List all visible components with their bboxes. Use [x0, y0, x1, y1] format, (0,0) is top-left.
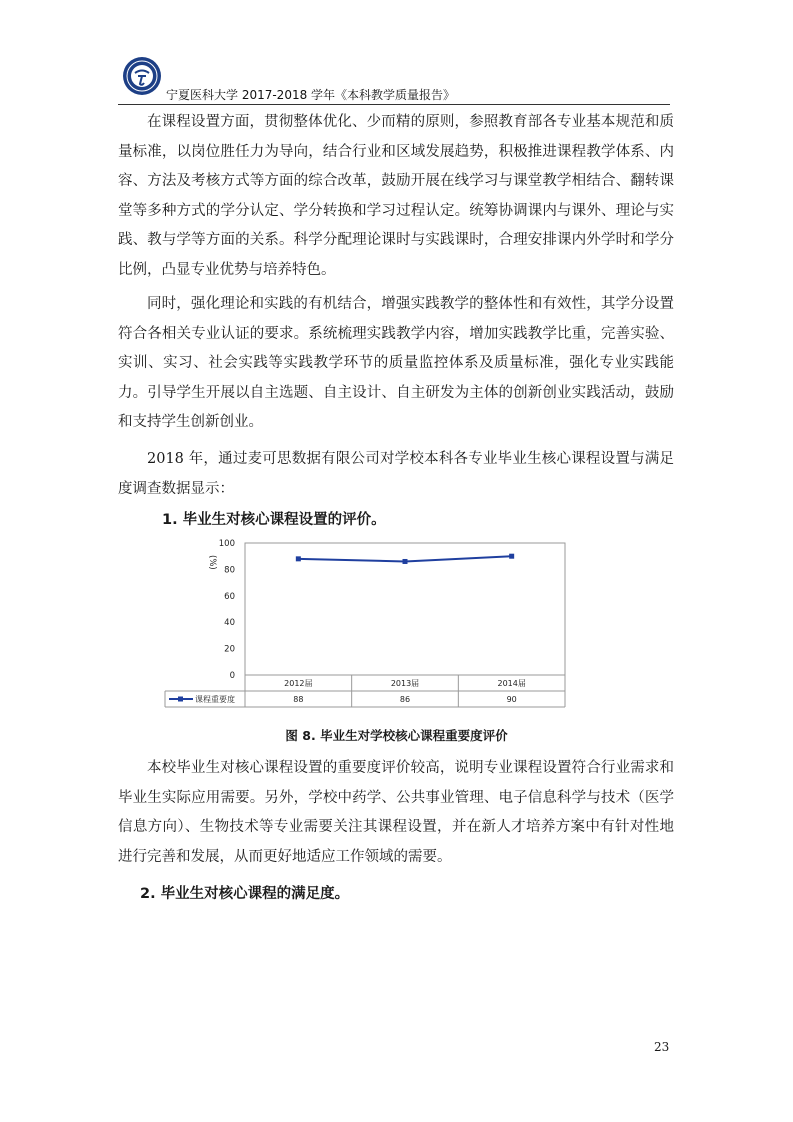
legend-marker [178, 697, 183, 702]
data-point [403, 559, 408, 564]
legend-label: 课程重要度 [195, 695, 235, 704]
data-table-value: 88 [293, 695, 304, 704]
heading-evaluation: 1. 毕业生对核心课程设置的评价。 [162, 512, 386, 528]
chart-svg [160, 533, 565, 713]
header-title: 宁夏医科大学 2017-2018 学年《本科教学质量报告》 [166, 88, 456, 102]
page-header [118, 56, 670, 105]
y-tick-label: 0 [229, 671, 235, 681]
y-tick-label: 80 [224, 565, 235, 576]
x-tick-label: 2013届 [390, 679, 420, 688]
importance-line-chart [160, 533, 565, 713]
paragraph-course-setting: 在课程设置方面，贯彻整体优化、少而精的原则，参照教育部各专业基本规范和质量标准，以岗位胜任力为导向，结合行业和区域发展趋势，积极推进课程教学体系、内容、方法及考核方式等方面的综合改革，鼓励开展在线学习与课堂教学相结合、翻转课堂等多种方式的学分认定、学分转换和学习过程认定。统筹协调课内与课外、理论与实践、教与学等方面的关系。科学分配理论课时与实践课时，合理安排课内外学时和学分比例，凸显专业优势与培养特色。 [118, 114, 674, 278]
y-tick-label: 100 [218, 539, 235, 549]
figure-caption: 图 8. 毕业生对学校核心课程重要度评价 [285, 728, 508, 743]
y-tick-label: 60 [224, 591, 235, 602]
x-tick-label: 2014届 [497, 679, 526, 688]
paragraph-survey-intro: 2018 年，通过麦可思数据有限公司对学校本科各专业毕业生核心课程设置与满足度调查数据显示： [118, 451, 674, 497]
y-axis-label: (%) [207, 555, 217, 570]
data-table-value: 90 [506, 695, 517, 704]
data-point [509, 554, 514, 559]
data-table-value: 86 [399, 695, 411, 704]
university-logo [122, 56, 162, 96]
heading-satisfaction: 2. 毕业生对核心课程的满足度。 [140, 886, 350, 902]
paragraph-analysis: 本校毕业生对核心课程设置的重要度评价较高，说明专业课程设置符合行业需求和毕业生实际应用需要。另外，学校中药学、公共事业管理、电子信息科学与技术（医学信息方向）、生物技术等专业需要关注其课程设置，并在新人才培养方案中有针对性地进行完善和发展，从而更好地适应工作领域的需要。 [118, 760, 674, 865]
y-tick-label: 40 [224, 618, 235, 629]
data-point [296, 556, 301, 561]
y-tick-label: 20 [224, 644, 235, 655]
x-tick-label: 2012届 [284, 679, 313, 688]
paragraph-practice: 同时，强化理论和实践的有机结合，增强实践教学的整体性和有效性，其学分设置符合各相关专业认证的要求。系统梳理实践教学内容，增加实践教学比重，完善实验、实训、实习、社会实践等实践教学环节的质量监控体系及质量标准，强化专业实践能力。引导学生开展以自主选题、自主设计、自主研发为主体的创新创业实践活动，鼓励和支持学生创新创业。 [118, 296, 674, 430]
page-number: 23 [654, 1040, 670, 1054]
